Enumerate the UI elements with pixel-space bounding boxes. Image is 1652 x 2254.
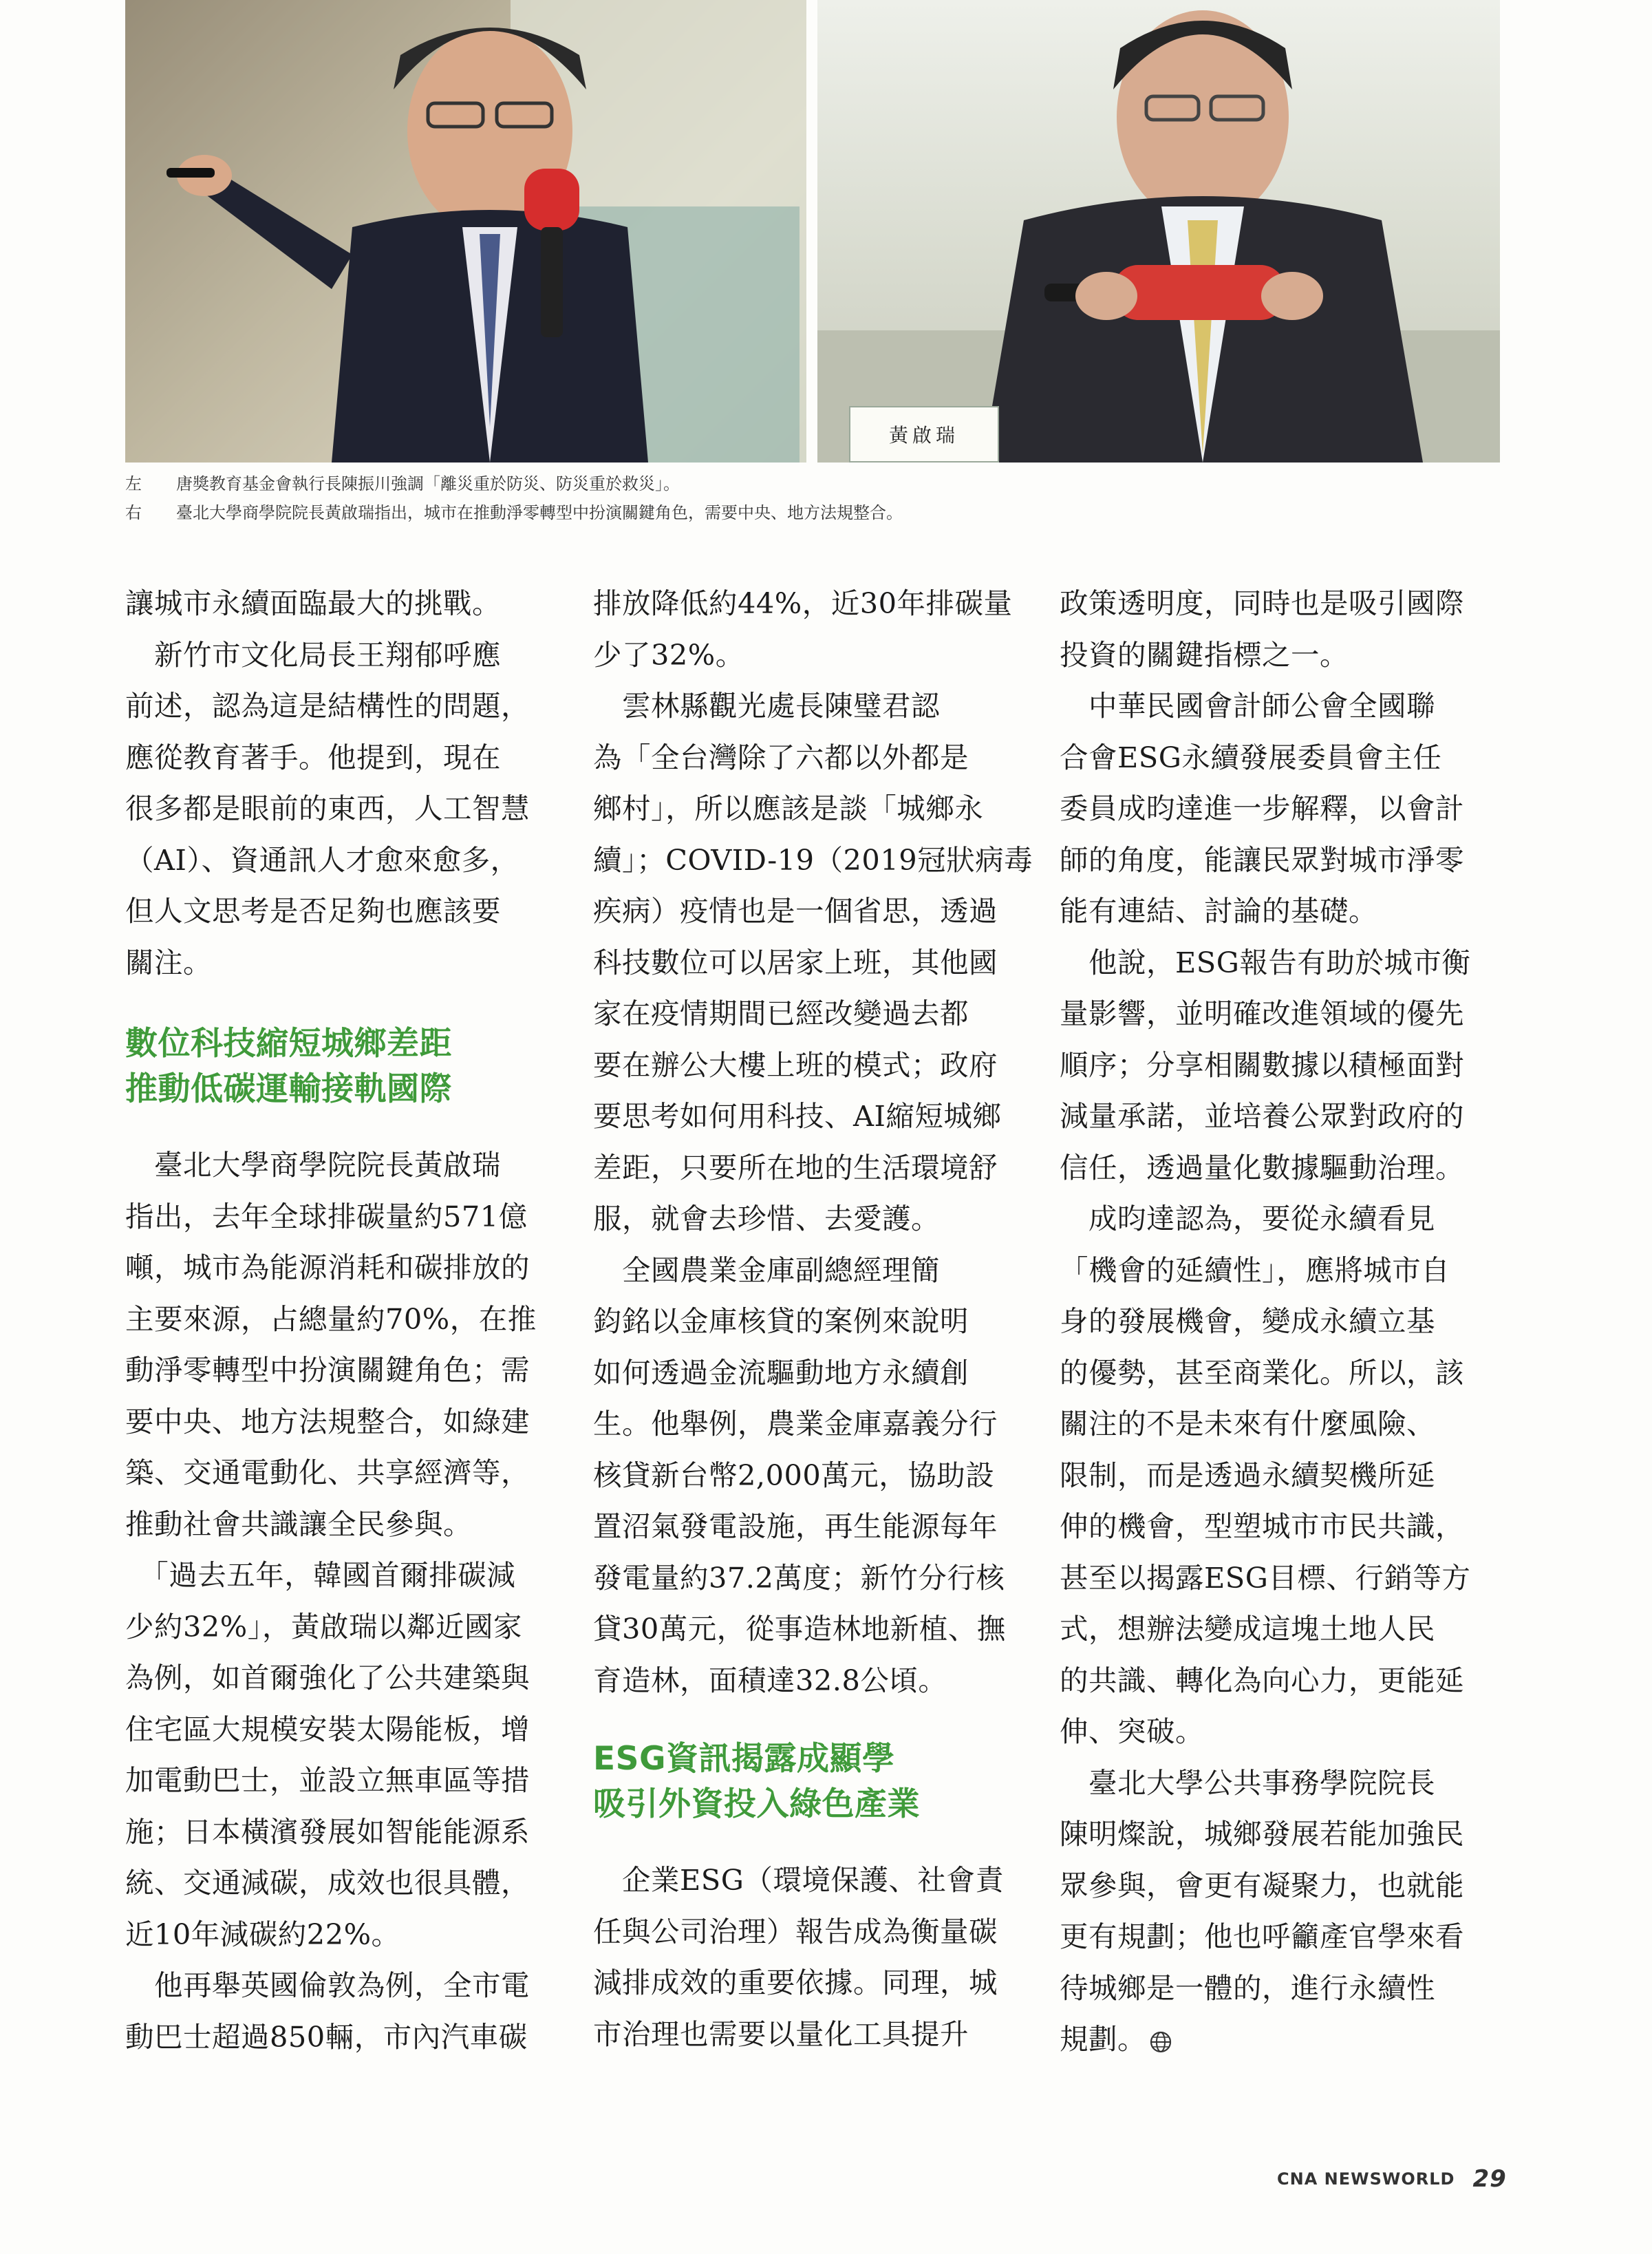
text-line: 的優勢，甚至商業化。所以，該 [1060, 1355, 1465, 1390]
paragraph [1060, 681, 1500, 937]
paragraph [593, 1855, 1033, 2060]
article-column-2 [593, 578, 1033, 2060]
text-line: 減量承諾，並培養公眾對政府的 [1060, 1099, 1465, 1133]
article-column-3 [1060, 578, 1500, 2065]
text-line: 為例，如首爾強化了公共建築與 [125, 1661, 530, 1694]
caption-text: 唐獎教育基金會執行長陳振川強調「離災重於防災、防災重於救災」。 [176, 474, 680, 493]
text-line: 量影響，並明確改進領域的優先 [1060, 997, 1465, 1030]
caption-tag: 左 [125, 474, 142, 493]
text-line: 中華民國會計師公會全國聯 [1060, 689, 1436, 723]
text-line: 鄉村」，所以應該是談「城鄉永 [593, 791, 984, 825]
section-heading [593, 1736, 1033, 1827]
text-line: 關注。 [125, 945, 213, 979]
text-line: 要在辦公大樓上班的模式；政府 [593, 1048, 998, 1082]
photo-right-speaker [817, 0, 1500, 463]
text-line: 很多都是眼前的東西，人工智慧 [125, 791, 530, 825]
text-line: 的共識、轉化為向心力，更能延 [1060, 1663, 1465, 1697]
section-heading [125, 1021, 566, 1112]
text-line: 要中央、地方法規整合，如綠建 [125, 1404, 530, 1438]
text-line: 生。他舉例，農業金庫嘉義分行 [593, 1407, 998, 1440]
text-line: 排放降低約44%，近30年排碳量 [593, 586, 1013, 620]
text-line: 核貸新台幣2,000萬元，協助設 [593, 1458, 995, 1492]
article-column-1 [125, 578, 566, 2063]
text-line: 限制，而是透過永續契機所延 [1060, 1458, 1436, 1492]
paragraph [1060, 937, 1500, 1194]
text-line: 順序；分享相關數據以積極面對 [1060, 1048, 1465, 1082]
text-line: 前述，認為這是結構性的問題， [125, 689, 530, 723]
text-line: 伸的機會，型塑城市市民共識， [1060, 1509, 1465, 1543]
text-line: 要思考如何用科技、AI縮短城鄉 [593, 1099, 1002, 1133]
text-line: 動巴士超過850輛，市內汽車碳 [125, 2019, 528, 2054]
text-line: 更有規劃；他也呼籲產官學來看 [1060, 1920, 1465, 1953]
text-line: 委員成昀達進一步解釋，以會計 [1060, 791, 1465, 825]
text-line: 他說，ESG報告有助於城市衡 [1060, 945, 1471, 979]
text-line: 政策透明度，同時也是吸引國際 [1060, 586, 1465, 620]
text-line: 指出，去年全球排碳量約571億 [125, 1199, 528, 1233]
text-line: 合會ESG永續發展委員會主任 [1060, 740, 1442, 774]
text-line: 少了32%。 [593, 637, 744, 672]
text-line: 待城鄉是一體的，進行永續性 [1060, 1970, 1436, 2005]
text-line: 應從教育著手。他提到，現在 [125, 740, 502, 774]
text-line: 「過去五年，韓國首爾排碳減 [125, 1558, 516, 1592]
text-line: 企業ESG（環境保護、社會責 [593, 1863, 1005, 1897]
caption-left [125, 472, 680, 496]
text-line: 加電動巴士，並設立無車區等措 [125, 1763, 530, 1797]
text-line: 式，想辦法變成這塊土地人民 [1060, 1612, 1436, 1646]
photo-right-illustration [817, 0, 1500, 463]
text-line: （AI）、資通訊人才愈來愈多， [125, 842, 519, 877]
text-line: 他再舉英國倫敦為例，全市電 [125, 1968, 530, 2002]
text-line: 成昀達認為，要從永續看見 [1060, 1202, 1436, 1235]
text-line: 差距，只要所在地的生活環境舒 [593, 1150, 998, 1184]
caption-right [125, 501, 903, 524]
paragraph [125, 1550, 566, 1960]
text-line: 信任，透過量化數據驅動治理。 [1060, 1150, 1465, 1184]
paragraph [125, 630, 566, 989]
text-line: 師的角度，能讓民眾對城市淨零 [1060, 842, 1465, 877]
paragraph [1060, 1193, 1500, 1758]
paragraph [593, 681, 1033, 1245]
text-line: 甚至以揭露ESG目標、行銷等方 [1060, 1560, 1471, 1595]
text-line: 數位科技縮短城鄉差距 [125, 1025, 452, 1063]
text-line: 「機會的延續性」，應將城市自 [1060, 1253, 1450, 1287]
text-line: 伸、突破。 [1060, 1714, 1205, 1748]
photo-left-speaker [125, 0, 806, 463]
page-number: 29 [1472, 2165, 1507, 2193]
text-line: 讓城市永續面臨最大的挑戰。 [125, 586, 502, 620]
text-line: 新竹市文化局長王翔郁呼應 [125, 637, 502, 672]
text-line: 陳明燦說，城鄉發展若能加強民 [1060, 1817, 1465, 1851]
text-line: ESG資訊揭露成顯學 [593, 1740, 895, 1778]
paragraph [593, 1245, 1033, 1707]
caption-tag: 右 [125, 503, 142, 522]
text-line: 規劃。 [1060, 2014, 1500, 2065]
text-line: 少約32%」，黃啟瑞以鄰近國家 [125, 1609, 522, 1644]
paragraph-final [1060, 1758, 1500, 2065]
text-line: 主要來源，占總量約70%，在推 [125, 1301, 537, 1336]
text-line: 家在疫情期間已經改變過去都 [593, 997, 969, 1030]
paragraph [125, 1140, 566, 1550]
name-card: 黃啟瑞 [849, 406, 999, 463]
text-line: 住宅區大規模安裝太陽能板，增 [125, 1712, 530, 1746]
text-line: 疾病）疫情也是一個省思，透過 [593, 894, 998, 928]
text-line: 眾參與，會更有凝聚力，也就能 [1060, 1868, 1465, 1902]
globe-icon [1149, 2030, 1172, 2054]
text-line: 統、交通減碳，成效也很具體， [125, 1866, 530, 1900]
text-line: 推動社會共識讓全民參與。 [125, 1507, 473, 1541]
text-line: 置沼氣發電設施，再生能源每年 [593, 1509, 998, 1543]
text-line: 近10年減碳約22%。 [125, 1917, 400, 1951]
text-line: 全國農業金庫副總經理簡 [593, 1253, 941, 1287]
text-line: 築、交通電動化、共享經濟等， [125, 1456, 530, 1489]
text-line: 推動低碳運輸接軌國際 [125, 1070, 452, 1108]
text-line: 能有連結、討論的基礎。 [1060, 894, 1378, 928]
text-line: 發電量約37.2萬度；新竹分行核 [593, 1560, 1005, 1595]
footer-brand: CNA NEWSWORLD [1277, 2169, 1455, 2189]
text-line: 服，就會去珍惜、去愛護。 [593, 1202, 941, 1235]
page-footer [1277, 2165, 1507, 2193]
text-line: 身的發展機會，變成永續立基 [1060, 1304, 1436, 1338]
text-line: 但人文思考是否足夠也應該要 [125, 894, 502, 928]
text-line: 市治理也需要以量化工具提升 [593, 2017, 969, 2051]
text-line: 臺北大學公共事務學院院長 [1060, 1765, 1436, 1800]
text-line: 科技數位可以居家上班，其他國 [593, 945, 998, 979]
paragraph [125, 1960, 566, 2063]
paragraph [593, 578, 1033, 681]
photo-left-illustration [125, 0, 806, 463]
text-line: 施；日本橫濱發展如智能能源系 [125, 1814, 530, 1849]
text-line: 育造林，面積達32.8公頃。 [593, 1663, 947, 1697]
text-line: 投資的關鍵指標之一。 [1060, 637, 1349, 672]
text-line: 動淨零轉型中扮演關鍵角色；需 [125, 1353, 530, 1387]
text-line: 雲林縣觀光處長陳璧君認 [593, 689, 941, 723]
text-line: 噸，城市為能源消耗和碳排放的 [125, 1251, 530, 1284]
text-line: 任與公司治理）報告成為衡量碳 [593, 1914, 998, 1948]
caption-text: 臺北大學商學院院長黃啟瑞指出，城市在推動淨零轉型中扮演關鍵角色，需要中央、地方法規整合。 [176, 503, 903, 522]
paragraph [1060, 578, 1500, 681]
text-line: 臺北大學商學院院長黃啟瑞 [125, 1148, 502, 1182]
text-line: 關注的不是未來有什麼風險、 [1060, 1407, 1436, 1440]
text-line: 為「全台灣除了六都以外都是 [593, 740, 969, 774]
paragraph [125, 578, 566, 630]
text-line: 如何透過金流驅動地方永續創 [593, 1355, 969, 1390]
text-line: 吸引外資投入綠色產業 [593, 1785, 920, 1823]
text-line: 續」；COVID-19（2019冠狀病毒 [593, 842, 1033, 877]
text-line: 減排成效的重要依據。同理，城 [593, 1966, 998, 1999]
text-line: 鈞銘以金庫核貸的案例來說明 [593, 1304, 969, 1338]
text-line: 貸30萬元，從事造林地新植、撫 [593, 1612, 1006, 1646]
